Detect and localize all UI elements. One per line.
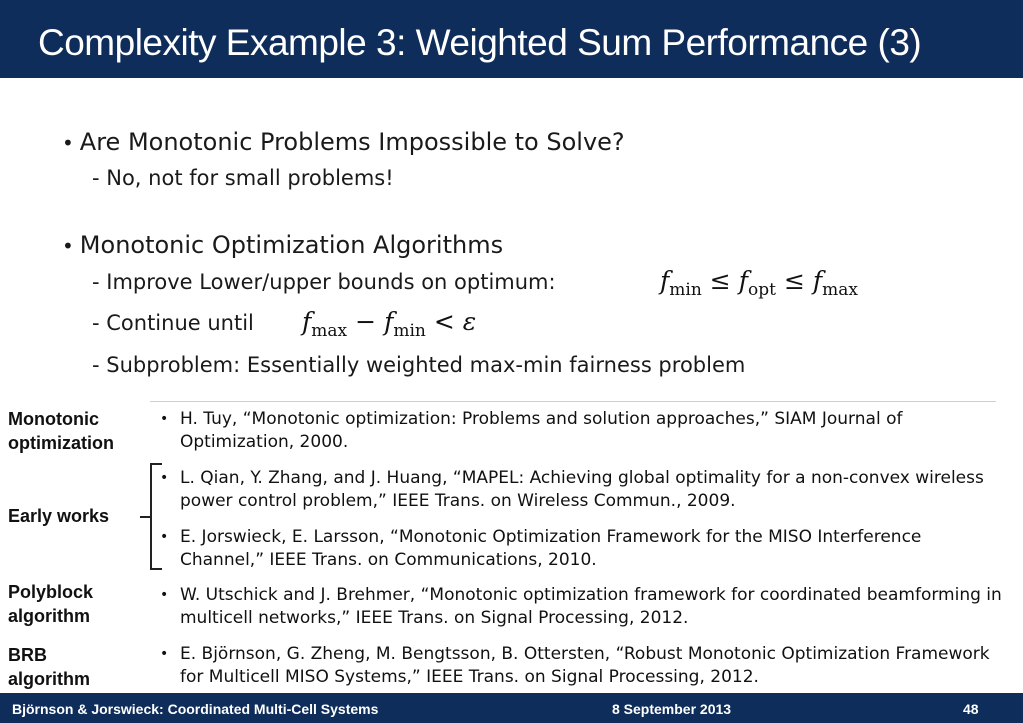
sub-bullet-bounds: - Improve Lower/upper bounds on optimum: [92,270,556,294]
footer-date: 8 September 2013 [612,701,732,717]
label-polyblock: Polyblock algorithm [8,582,94,626]
bullet-dot-icon: • [62,234,74,258]
footer-page-number: 48 [963,701,979,717]
footer-authors: Björnson & Jorswieck: Coordinated Multi-Cell Systems [12,701,379,717]
reference-item: • H. Tuy, “Monotonic optimization: Problems and solution approaches,” SIAM Journal of Optimization, 2000. [160,409,903,452]
reference-item: • E. Jorswieck, E. Larsson, “Monotonic Optimization Framework for the MISO Interference Channel,” IEEE Trans. on Communications, 2010. [160,527,922,570]
early-works-bracket-tick [140,516,150,518]
bullet-text: Are Monotonic Problems Impossible to Solve? [79,128,625,156]
label-early-works: Early works [8,506,110,526]
sub-bullet-continue: - Continue until [92,311,254,335]
sub-bullet-small-problems: - No, not for small problems! [92,166,394,190]
bullet-text: Monotonic Optimization Algorithms [79,231,504,259]
bullet-dot-icon: • [62,131,74,155]
reference-item: • L. Qian, Y. Zhang, and J. Huang, “MAPEL: Achieving global optimality for a non-convex wireless power control problem,” IEEE Trans. on Wireless Commun., 2009. [160,468,984,511]
reference-item: • W. Utschick and J. Brehmer, “Monotonic optimization framework for coordinated beamforming in multicell networks,” IEEE Trans. on Signal Processing, 2012. [160,585,1002,628]
divider [150,401,996,402]
slide-title: Complexity Example 3: Weighted Sum Performance (3) [38,22,922,63]
equation-bounds: $f_{min} \le f_{opt} \le f_{max}$ [660,266,859,300]
equation-stopping: $f_{max} - f_{min} < \varepsilon$ [302,307,477,341]
label-monotonic-optimization: Monotonic optimization [8,409,114,453]
bullet-algorithms [62,231,503,259]
sub-bullet-subproblem: - Subproblem: Essentially weighted max-min fairness problem [92,353,746,377]
slide-footer [0,693,1023,723]
label-brb: BRB algorithm [8,645,91,689]
reference-item: • E. Björnson, G. Zheng, M. Bengtsson, B. Ottersten, “Robust Monotonic Optimization Framework for Multicell MISO Systems,” IEEE Trans. on Signal Processing, 2012. [160,644,990,687]
bullet-monotonic-problems [62,128,625,156]
